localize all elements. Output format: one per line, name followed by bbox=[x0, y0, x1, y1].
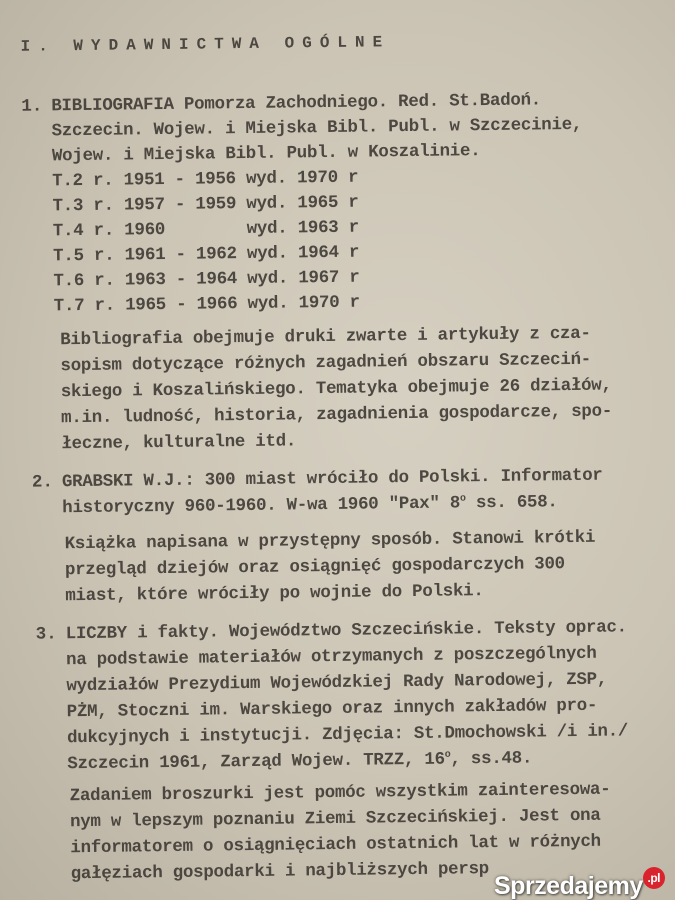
citation-text: Szczecin 1961, Zarząd Wojew. TRZZ, 16 bbox=[67, 749, 445, 775]
volume-line: T.6 r. 1963 - 1964 wyd. 1967 r bbox=[53, 267, 360, 292]
citation-line: GRABSKI W.J.: 300 miast wróciło do Polski. Informator bbox=[61, 465, 603, 493]
description-line: Bibliografia obejmuje druki zwarte i artykuły z cza- bbox=[60, 323, 591, 351]
citation-line: LICZBY i fakty. Województwo Szczecińskie. Teksty oprac. bbox=[65, 617, 627, 645]
sprzedajemy-watermark bbox=[494, 871, 660, 900]
entry-number: 1. bbox=[21, 96, 43, 117]
citation-line: dukcyjnych i instytucji. Zdjęcia: St.Dmochowski /i in./ bbox=[66, 721, 629, 749]
citation-line bbox=[62, 491, 558, 519]
citation-line: Szczecin. Wojew. i Miejska Bibl. Publ. w Szczecinie, bbox=[51, 114, 583, 142]
description-line: nym w lepszym poznaniu Ziemi Szczecińskiej. Jest ona bbox=[69, 805, 601, 833]
degree-mark: o bbox=[444, 749, 451, 761]
citation-line: PŻM, Stoczni im. Warskiego oraz innych zakładów pro- bbox=[66, 695, 598, 723]
citation-line: Wojew. i Miejska Bibl. Publ. w Koszalinie. bbox=[51, 141, 481, 167]
citation-text: historyczny 960-1960. W-wa 1960 "Pax" 8 bbox=[62, 493, 461, 519]
description-line: gałęziach gospodarki i najbliższych persp bbox=[70, 859, 490, 885]
description-line: skiego i Koszalińskiego. Tematyka obejmuje 26 działów, bbox=[60, 375, 612, 403]
volume-line: T.5 r. 1961 - 1962 wyd. 1964 r bbox=[53, 242, 360, 267]
description-line: sopism dotyczące różnych zagadnień obszaru Szczeciń- bbox=[60, 349, 592, 377]
entry-number: 2. bbox=[31, 472, 54, 493]
description-line: łeczne, kulturalne itd. bbox=[61, 431, 297, 455]
watermark-brand: Sprzedajemy bbox=[494, 872, 643, 900]
citation-text: , ss.48. bbox=[450, 748, 533, 770]
volume-line: T.7 r. 1965 - 1966 wyd. 1970 r bbox=[53, 292, 360, 317]
citation-line bbox=[67, 748, 532, 776]
volume-line: T.3 r. 1957 - 1959 wyd. 1965 r bbox=[52, 192, 359, 217]
citation-line: BIBLIOGRAFIA Pomorza Zachodniego. Red. St.Badoń. bbox=[51, 90, 542, 117]
description-line: informatorem o osiągnięciach ostatnich lat w różnych bbox=[70, 831, 601, 859]
volume-line: T.2 r. 1951 - 1956 wyd. 1970 r bbox=[52, 167, 359, 192]
description-line: miast, które wróciły po wojnie do Polski. bbox=[65, 581, 484, 607]
description-line: przegląd dziejów oraz osiągnięć gospodarczych 300 bbox=[64, 554, 565, 581]
description-line: Książka napisana w przystępny sposób. Stanowi krótki bbox=[64, 527, 596, 555]
section-title: I. WYDAWNICTWA OGÓLNE bbox=[20, 33, 391, 56]
citation-text: ss. 658. bbox=[465, 492, 558, 514]
volume-line: T.4 r. 1960 wyd. 1963 r bbox=[52, 217, 359, 242]
description-line: Zadaniem broszurki jest pomóc wszystkim zainteresowa- bbox=[69, 779, 611, 807]
citation-line: wydziałów Prezydium Wojewódzkiej Rady Narodowej, ZSP, bbox=[66, 669, 608, 697]
degree-mark: o bbox=[459, 493, 466, 505]
entry-number: 3. bbox=[35, 624, 57, 645]
watermark-suffix: .pl bbox=[643, 867, 665, 889]
description-line: m.in. ludność, historia, zagadnienia gospodarcze, spo- bbox=[60, 401, 613, 429]
citation-line: na podstawie materiałów otrzymanych z poszczególnych bbox=[65, 643, 597, 671]
